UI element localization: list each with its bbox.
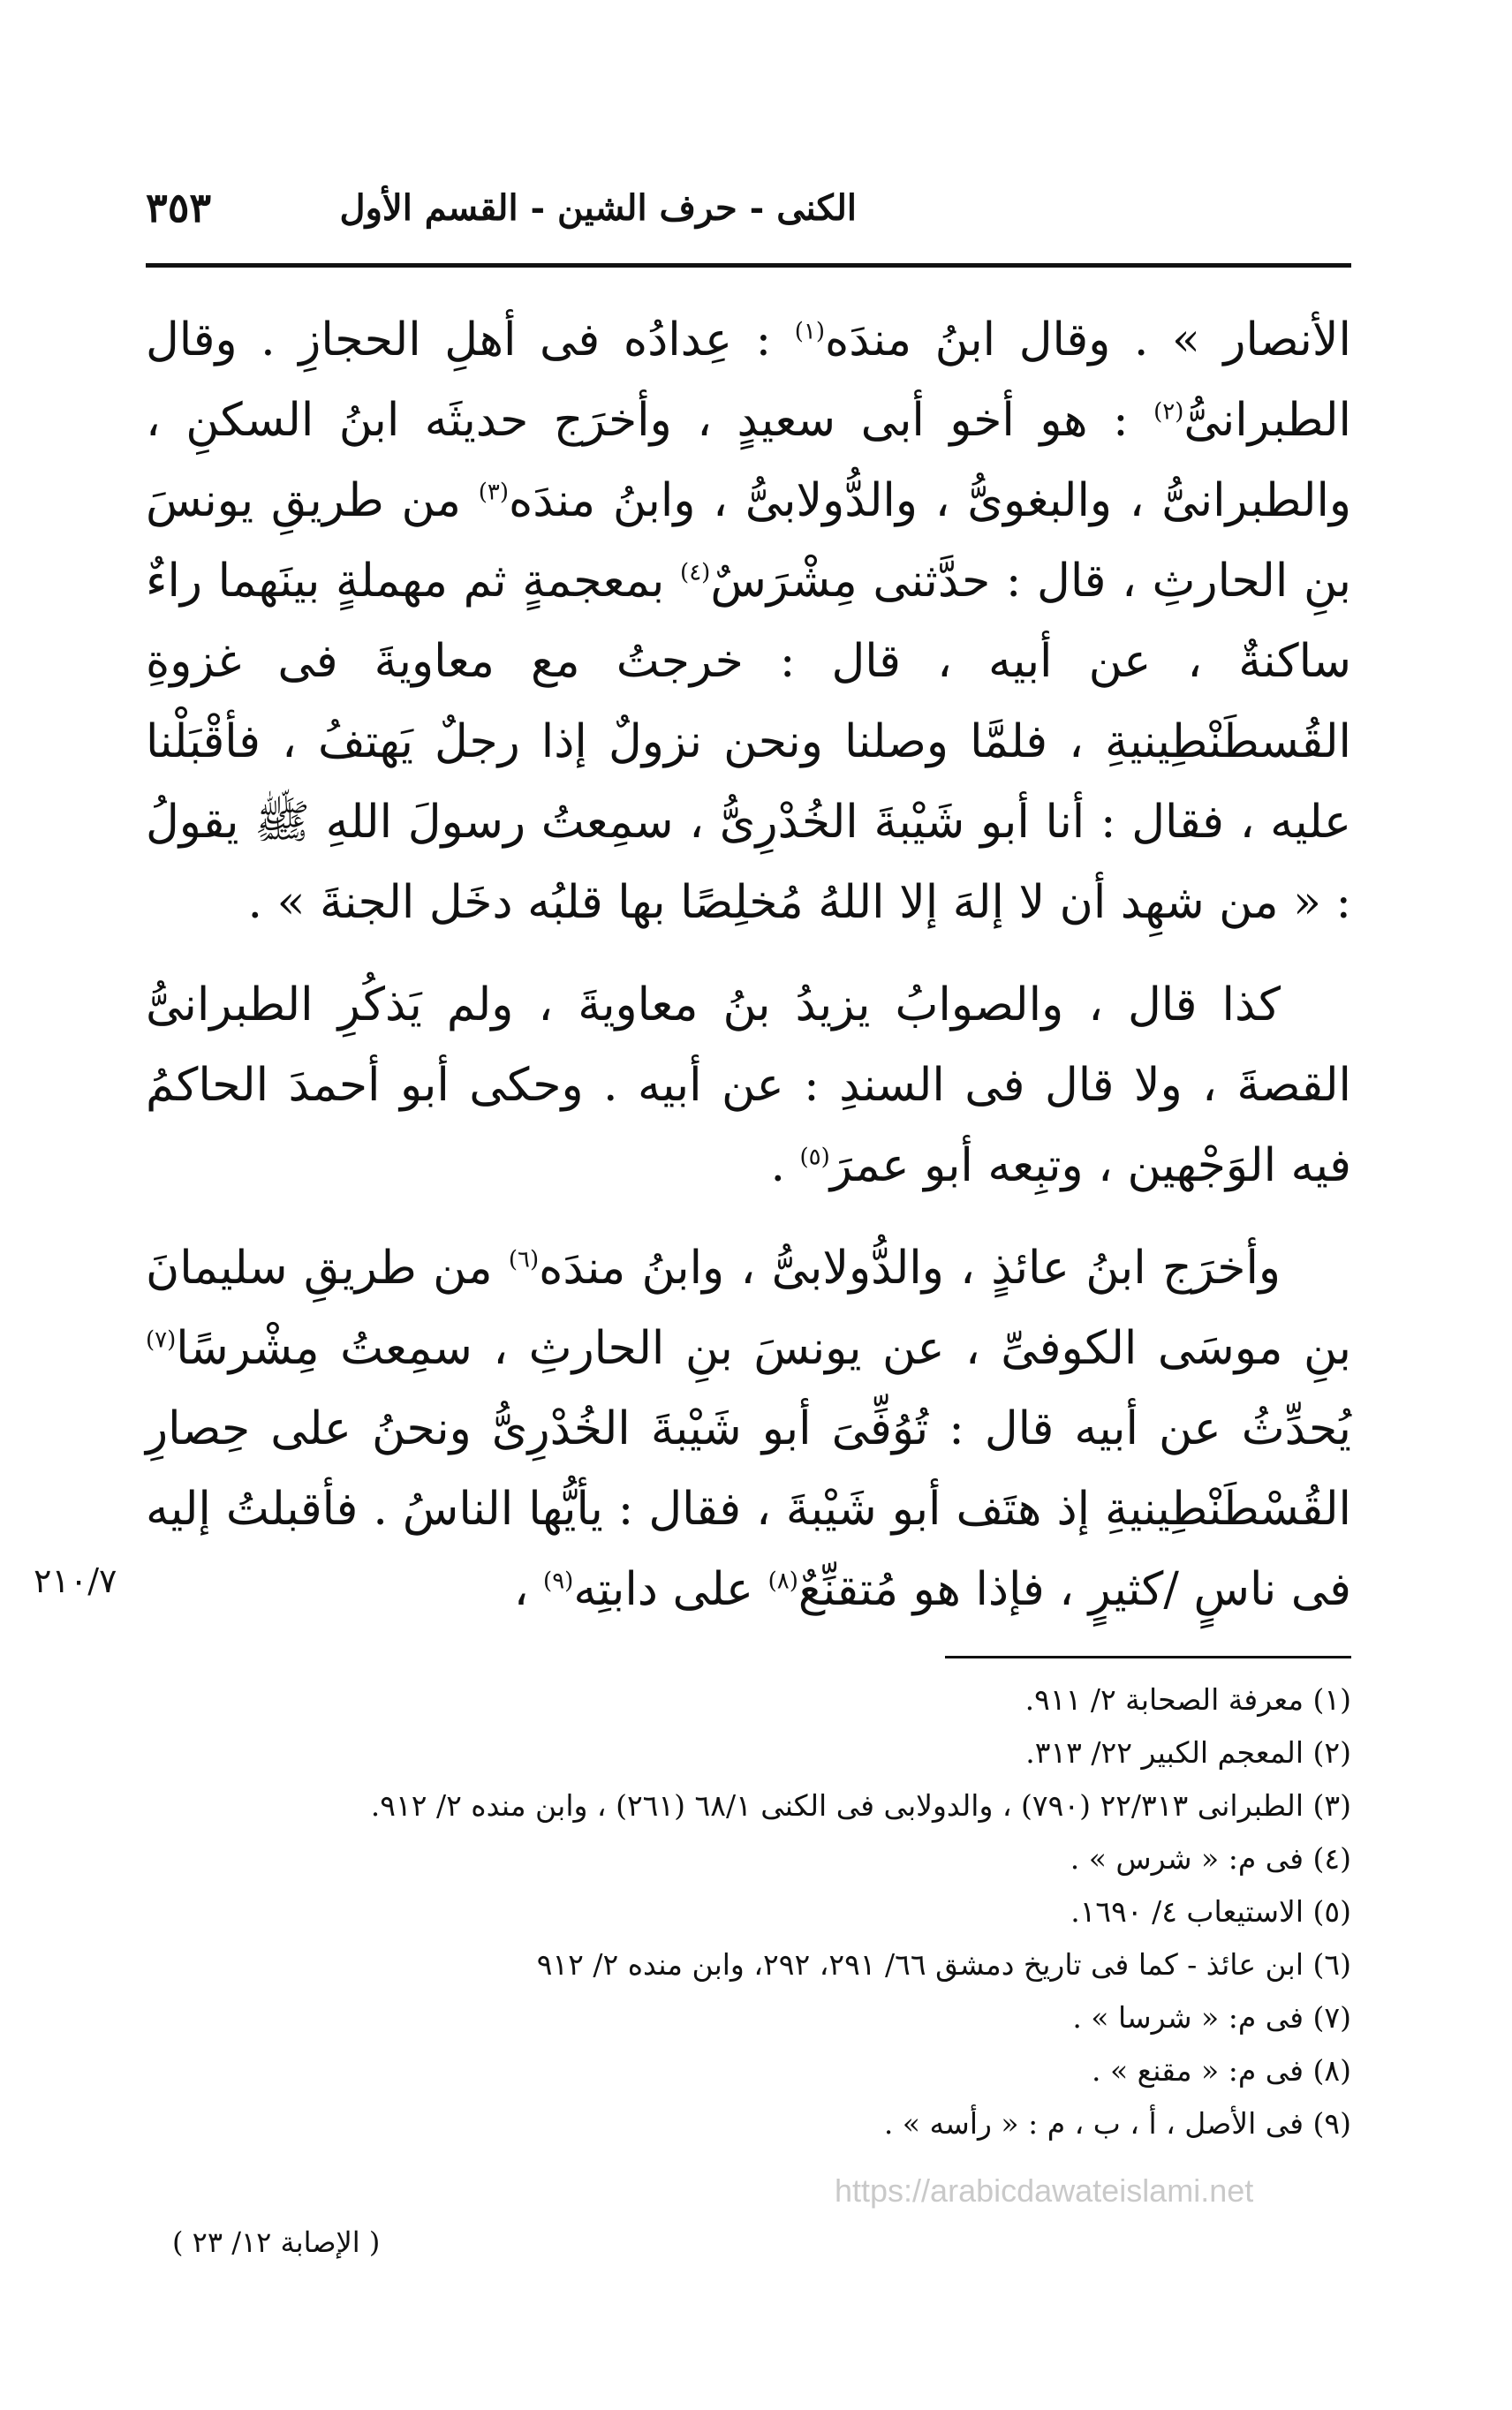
- running-title: الكنى - حرف الشين - القسم الأول: [339, 186, 857, 229]
- page-header: [146, 177, 1351, 238]
- footnote-marker-5: (٥): [799, 1144, 830, 1171]
- footnote: (٢) المعجم الكبير ٢٢/ ٣١٣.: [1025, 1735, 1351, 1770]
- footnote: (٨) فى م: « مقنع » .: [1091, 2053, 1351, 2088]
- margin-reference: ٢١٠/٧: [34, 1561, 117, 1600]
- main-text: [146, 300, 1351, 1630]
- footnote-marker-9: (٩): [543, 1568, 574, 1595]
- source-reference: ( الإصابة ١٢/ ٢٣ ): [172, 2225, 381, 2259]
- footnote: (٤) فى م: « شرس » .: [1070, 1841, 1351, 1876]
- text-segment: وأخرَج ابنُ عائذٍ ، والدُّولابىُّ ، وابنُ مندَه: [539, 1242, 1281, 1295]
- footnote: (٥) الاستيعاب ٤/ ١٦٩٠.: [1070, 1894, 1351, 1929]
- footnote-marker-3: (٣): [478, 479, 509, 506]
- text-segment: يُحدِّثُ عن أبيه قال : تُوُفِّىَ أبو شَيْبةَ الخُدْرِىُّ ونحنُ على حِصارِ القُسْطَنْطِينيةِ إذ هتَف أبو شَيْبةَ ، فقال : يأيُّها الناسُ . فأقبلتُ إليه فى ناسٍ /كثيرٍ ، فإذا هو مُتقنِّعٌ: [146, 1402, 1351, 1616]
- footnote: (١) معرفة الصحابة ٢/ ٩١١.: [1024, 1682, 1351, 1717]
- footnote: (٣) الطبرانى ٢٢/٣١٣ (٧٩٠) ، والدولابى فى الكنى ٦٨/١ (٢٦١) ، وابن منده ٢/ ٩١٢.: [370, 1788, 1351, 1823]
- paragraph-3: [146, 1228, 1351, 1630]
- text-segment: كذا قال ، والصوابُ يزيدُ بنُ معاويةَ ، ولم يَذكُرِ الطبرانىُّ القصةَ ، ولا قال فى السندِ : عن أبيه . وحكى أبو أحمدَ الحاكمُ فيه الوَجْهين ، وتبِعه أبو عمرَ: [146, 978, 1351, 1192]
- footnote-rule: [945, 1656, 1351, 1658]
- text-segment: : عِدادُه فى أهلِ الحجازِ . وقال الطبرانىُّ: [146, 314, 1351, 447]
- header-rule: [146, 263, 1351, 268]
- paragraph-1: [146, 300, 1351, 943]
- footnote: (٩) فى الأصل ، أ ، ب ، م : « رأسه » .: [883, 2106, 1351, 2141]
- text-segment: ،: [513, 1563, 544, 1616]
- text-segment: : هو أخو أبى سعيدٍ ، وأخرَج حديثَه ابنُ السكنِ ، والطبرانىُّ ، والبغوىُّ ، والدُّولابىُّ ، وابنُ مندَه: [146, 394, 1351, 527]
- text-segment: من طريقِ سليمانَ بنِ موسَى الكوفىِّ ، عن يونسَ بنِ الحارثِ ، سمِعتُ مِشْرسًا: [146, 1242, 1351, 1375]
- text-segment: على دابتِه: [573, 1563, 768, 1616]
- footnote-marker-1: (١): [794, 318, 825, 345]
- text-segment: بمعجمةٍ ثم مهملةٍ بينَهما راءٌ ساكنةٌ ، عن أبيه ، قال : خرجتُ مع معاويةَ فى غزوةِ القُسطَنْطِينيةِ ، فلمَّا وصلنا ونحن نزولٌ إذا رجلٌ يَهتفُ ، فأقْبَلْنا عليه ، فقال : أنا أبو شَيْبةَ الخُدْرِىُّ ، سمِعتُ رسولَ اللهِ ﷺ يقولُ : « من شهِد أن لا إلهَ إلا اللهُ مُخلِصًا بها قلبُه دخَل الجنةَ » .: [146, 555, 1351, 929]
- text-segment: .: [770, 1139, 800, 1192]
- footnote-marker-8: (٨): [767, 1568, 798, 1595]
- footnote-marker-4: (٤): [680, 559, 711, 586]
- footnotes-list: [146, 1673, 1351, 2150]
- paragraph-2: [146, 965, 1351, 1206]
- text-segment: من طريقِ يونسَ بنِ الحارثِ ، قال : حدَّثنى مِشْرَسٌ: [146, 474, 1351, 608]
- watermark-url: https://arabicdawateislami.net: [835, 2172, 1254, 2209]
- footnote-marker-7: (٧): [146, 1326, 177, 1354]
- footnote-marker-2: (٢): [1153, 398, 1184, 426]
- page-number: ٣٥٣: [146, 184, 212, 231]
- footnote: (٦) ابن عائذ - كما فى تاريخ دمشق ٦٦/ ٢٩١، ٢٩٢، وابن منده ٢/ ٩١٢: [536, 1947, 1351, 1982]
- footnote-marker-6: (٦): [508, 1246, 540, 1273]
- text-segment: الأنصار » . وقال ابنُ مندَه: [824, 314, 1351, 366]
- footnote: (٧) فى م: « شرسا » .: [1072, 2000, 1351, 2035]
